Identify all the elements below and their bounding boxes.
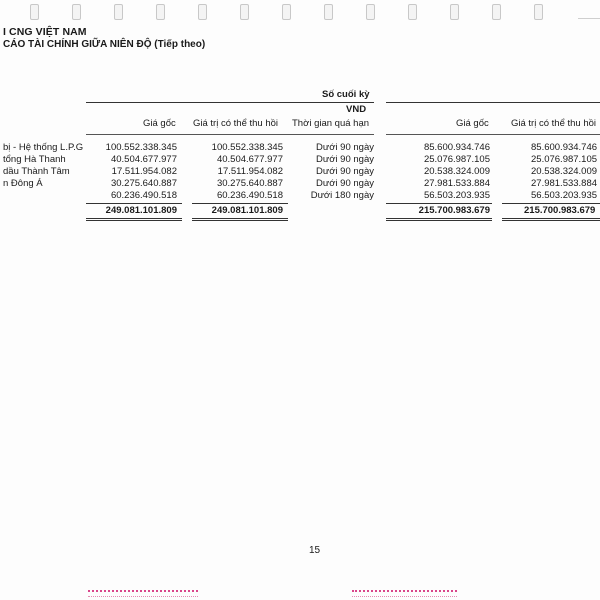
binder-hole [114, 4, 123, 20]
binder-hole [324, 4, 333, 20]
binder-hole [408, 4, 417, 20]
currency-unit: VND [346, 104, 367, 115]
row-recoverable: 17.511.954.082 [217, 166, 283, 177]
row-cost-prior: 56.503.203.935 [423, 190, 490, 201]
stamp-mark-right [352, 585, 457, 599]
binder-hole [240, 4, 249, 20]
total-row [0, 205, 600, 217]
binder-hole [366, 4, 375, 20]
row-overdue: Dưới 90 ngày [315, 142, 374, 153]
binder-hole [72, 4, 81, 20]
table-row [0, 178, 600, 190]
row-recoverable: 60.236.490.518 [216, 190, 283, 201]
binder-hole [156, 4, 165, 20]
total-cost-prior: 215.700.983.679 [418, 205, 490, 216]
column-header-rule-right [386, 134, 600, 135]
row-cost: 60.236.490.518 [110, 190, 177, 201]
row-overdue: Dưới 90 ngày [315, 166, 374, 177]
page-number: 15 [309, 545, 321, 556]
stamp-stroke [352, 590, 457, 597]
row-cost-prior: 85.600.934.746 [423, 142, 490, 153]
row-cost-prior: 27.981.533.884 [423, 178, 490, 189]
row-recoverable-prior: 27.981.533.884 [531, 178, 598, 189]
column-header-cost: Giá gốc [143, 118, 176, 129]
table-row [0, 142, 600, 154]
row-cost-prior: 20.538.324.009 [423, 166, 490, 177]
row-label: dầu Thành Tâm [3, 166, 70, 177]
binder-holes [0, 0, 600, 24]
total-double-rule [386, 220, 492, 221]
column-header-rule-left [86, 134, 374, 135]
total-double-rule [192, 218, 288, 219]
binder-hole [198, 4, 207, 20]
row-cost: 100.552.338.345 [105, 142, 177, 153]
row-cost: 17.511.954.082 [111, 166, 177, 177]
binder-hole [282, 4, 291, 20]
row-cost-prior: 25.076.987.105 [423, 154, 490, 165]
subtotal-rule [386, 203, 492, 204]
table-row [0, 166, 600, 178]
binder-hole [534, 4, 543, 20]
table-row [0, 154, 600, 166]
section-title: Số cuối kỳ [322, 89, 370, 100]
column-header-cost-prior: Giá gốc [456, 118, 489, 129]
row-recoverable-prior: 56.503.203.935 [531, 190, 598, 201]
binder-hole [450, 4, 459, 20]
binder-hole [492, 4, 501, 20]
row-overdue: Dưới 180 ngày [310, 190, 374, 201]
table-row [0, 190, 600, 202]
row-recoverable: 100.552.338.345 [211, 142, 283, 153]
row-cost: 30.275.640.887 [110, 178, 177, 189]
stamp-mark-left [88, 585, 198, 599]
total-double-rule [386, 218, 492, 219]
row-label: bị - Hệ thống L.P.G [3, 142, 84, 153]
total-double-rule [192, 220, 288, 221]
column-header-recoverable-prior: Giá trị có thể thu hồi [511, 118, 597, 129]
total-recoverable: 249.081.101.809 [211, 205, 283, 216]
binder-edge [578, 18, 600, 19]
row-cost: 40.504.677.977 [110, 154, 177, 165]
row-overdue: Dưới 90 ngày [315, 154, 374, 165]
total-recoverable-prior: 215.700.983.679 [524, 205, 596, 216]
row-label: tổng Hà Thanh [3, 154, 66, 165]
row-recoverable-prior: 85.600.934.746 [531, 142, 598, 153]
row-recoverable: 30.275.640.887 [216, 178, 283, 189]
company-name: I CNG VIỆT NAM [3, 26, 87, 38]
row-recoverable-prior: 20.538.324.009 [531, 166, 598, 177]
column-header-recoverable: Giá trị có thể thu hồi [193, 118, 279, 129]
subtotal-rule [502, 203, 600, 204]
column-header-overdue: Thời gian quá hạn [292, 118, 370, 129]
row-overdue: Dưới 90 ngày [315, 178, 374, 189]
total-double-rule [502, 220, 600, 221]
total-double-rule [86, 220, 182, 221]
row-label: n Đông Á [3, 178, 43, 189]
report-title: CÁO TÀI CHÍNH GIỮA NIÊN ĐỘ (Tiếp theo) [3, 39, 206, 50]
total-cost: 249.081.101.809 [105, 205, 177, 216]
header-rule-left [86, 102, 374, 103]
row-recoverable: 40.504.677.977 [216, 154, 283, 165]
total-double-rule [502, 218, 600, 219]
subtotal-rule [192, 203, 288, 204]
total-double-rule [86, 218, 182, 219]
subtotal-rule [86, 203, 182, 204]
stamp-stroke [88, 590, 198, 597]
header-rule-right [386, 102, 600, 103]
row-recoverable-prior: 25.076.987.105 [531, 154, 598, 165]
binder-hole [30, 4, 39, 20]
